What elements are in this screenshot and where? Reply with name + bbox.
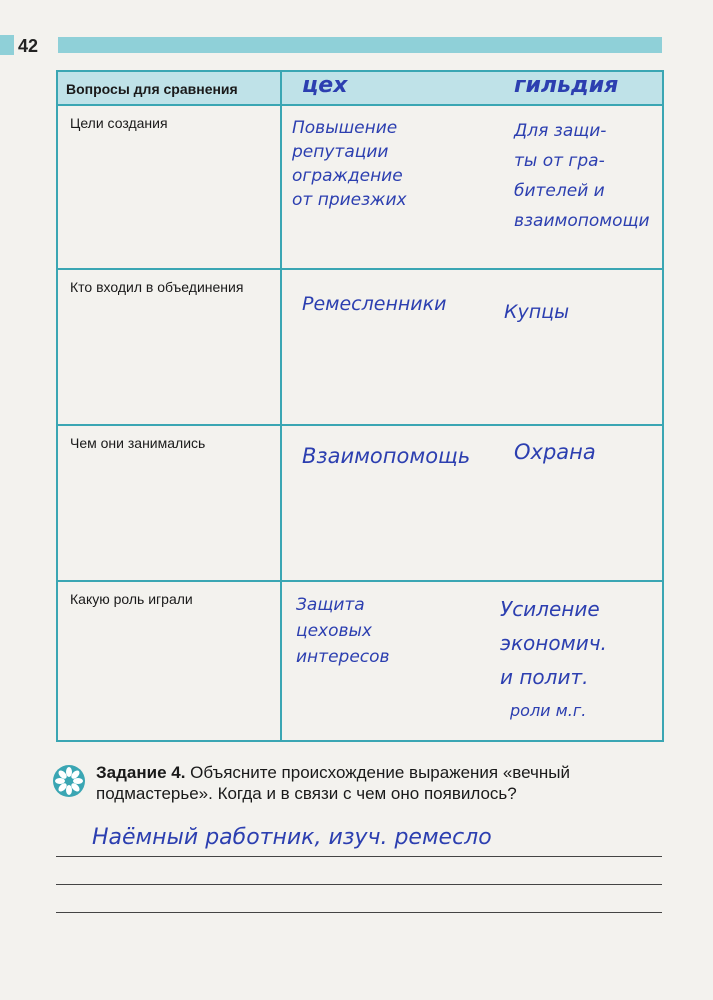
question-cell: Какую роль играли (57, 581, 281, 741)
answer-cell (281, 581, 663, 741)
question-cell: Кто входил в объединения (57, 269, 281, 425)
answer-col2: Для защи- ты от гра- бителей и взаимопомощи (514, 121, 650, 231)
answer-col2: Купцы (504, 301, 570, 323)
questions-header: Вопросы для сравнения (57, 71, 281, 105)
table-row (57, 269, 663, 425)
answer-cell (281, 105, 663, 269)
answer-col1: Ремесленники (302, 293, 447, 315)
table-row (57, 105, 663, 269)
task-question: Объясните происхождение выражения «вечный подмастерье». Когда и в связи с чем оно появилось? (96, 763, 570, 803)
answer-col2: Усиление экономич. и полит. роли м.г. (500, 597, 607, 720)
answer-line (56, 912, 662, 913)
table-row (57, 581, 663, 741)
answer-col1: Защита цеховых интересов (296, 595, 390, 667)
task-title: Задание 4. (96, 763, 186, 782)
answers-header (281, 71, 663, 105)
comparison-table (56, 70, 664, 742)
answer-cell (281, 425, 663, 581)
answer-col1: Взаимопомощь (302, 444, 471, 468)
question-cell: Чем они занимались (57, 425, 281, 581)
answer-line (56, 856, 662, 857)
table-row (57, 425, 663, 581)
task-block (56, 762, 666, 804)
col1-heading: цех (302, 73, 348, 98)
page-edge-stripe (0, 35, 14, 55)
task-answer: Наёмный работник, изуч. ремесло (92, 825, 492, 850)
task-flower-icon (52, 764, 86, 798)
page-number: 42 (18, 36, 39, 56)
answer-line (56, 884, 662, 885)
col2-heading: гильдия (514, 73, 619, 98)
answer-col2: Охрана (514, 440, 596, 464)
header-bar (58, 37, 662, 53)
answer-col1: Повышение репутации ограждение от приезжих (292, 118, 407, 210)
answer-cell (281, 269, 663, 425)
table-header-row (57, 71, 663, 105)
task-text (96, 762, 666, 804)
question-cell: Цели создания (57, 105, 281, 269)
